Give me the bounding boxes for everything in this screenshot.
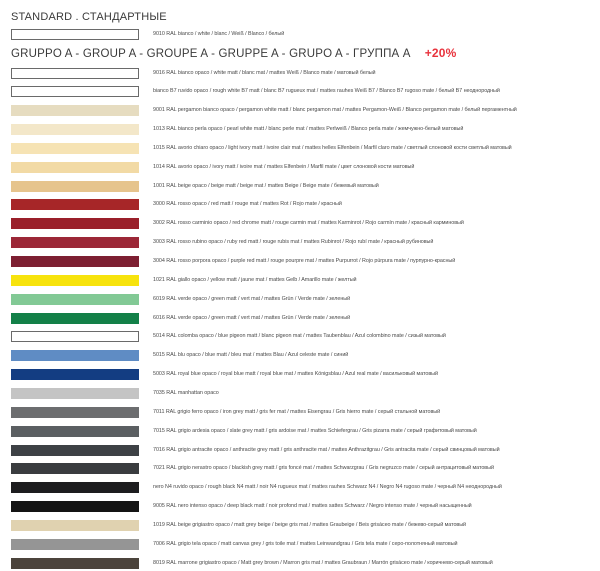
color-row bbox=[11, 520, 600, 531]
color-swatch bbox=[11, 29, 139, 40]
color-row bbox=[11, 501, 600, 512]
color-label: 7035 RAL manhattan opaco bbox=[153, 389, 219, 396]
color-label: 1013 RAL bianco perla opaco / pearl white matt / blanc perle mat / mattes Perlweiß / Blanco perla mate / жемчужно-белый матовый bbox=[153, 126, 464, 133]
color-label: 1015 RAL avorio chiaro opaco / light ivory matt / ivoire clair mat / mattes helles Elfenbein / Marfil claro mate / светлый слоновой кости светлый матовый bbox=[153, 144, 512, 151]
color-row bbox=[11, 237, 600, 248]
color-swatch bbox=[11, 86, 139, 97]
group-a-heading bbox=[11, 46, 457, 60]
color-label: 3003 RAL rosso rubino opaco / ruby red matt / rouge rubis mat / mattes Rubinrot / Rojo rubí mate / красный рубиновый bbox=[153, 239, 434, 246]
color-label: 7011 RAL grigio ferro opaco / iron grey matt / gris fer mat / mattes Eisengrau / Gris hierro mate / серый стальной матовый bbox=[153, 408, 441, 415]
color-row bbox=[11, 445, 600, 456]
color-label: 1014 RAL avorio opaco / ivory matt / ivoire mat / mattes Elfenbein / Marfil mate / цвет слоновой кости матовый bbox=[153, 163, 415, 170]
color-swatch bbox=[11, 463, 139, 474]
color-swatch bbox=[11, 331, 139, 342]
color-swatch bbox=[11, 313, 139, 324]
color-swatch bbox=[11, 558, 139, 569]
color-row bbox=[11, 313, 600, 324]
color-swatch bbox=[11, 501, 139, 512]
color-row bbox=[11, 86, 600, 97]
color-row bbox=[11, 29, 600, 40]
color-swatch bbox=[11, 369, 139, 380]
color-row bbox=[11, 350, 600, 361]
color-swatch bbox=[11, 124, 139, 135]
color-swatch bbox=[11, 68, 139, 79]
color-swatch bbox=[11, 181, 139, 192]
color-label: 9016 RAL bianco opaco / white matt / blanc mat / mattes Weiß / Blanco mate / матовый белый bbox=[153, 69, 376, 76]
color-label: 6016 RAL verde opaco / green matt / vert mat / mattes Grün / Verde mate / зеленый bbox=[153, 314, 351, 321]
color-row bbox=[11, 275, 600, 286]
color-row bbox=[11, 331, 600, 342]
color-swatch bbox=[11, 539, 139, 550]
price-surcharge-badge: +20% bbox=[424, 46, 457, 60]
color-swatch bbox=[11, 520, 139, 531]
standard-heading: STANDARD . СТАНДАРТНЫЕ bbox=[11, 11, 167, 23]
color-label: 9005 RAL nero intenso opaco / deep black matt / noir profond mat / mattes sattes Schwarz / Negro intenso mate / черный насыщенный bbox=[153, 503, 472, 510]
color-row bbox=[11, 369, 600, 380]
color-label: 7016 RAL grigio antracite opaco / anthracite grey matt / gris anthracite mat / mattes Anthrazitgrau / Gris antracita mate / серый свинцовый матовый bbox=[153, 446, 500, 453]
color-swatch bbox=[11, 162, 139, 173]
color-row bbox=[11, 539, 600, 550]
color-row bbox=[11, 463, 600, 474]
color-swatch bbox=[11, 482, 139, 493]
color-label: nero N4 ruvido opaco / rough black N4 matt / noir N4 rugueux mat / mattes rauhes Schwarz N4 / Negro N4 rugoso mate / черный N4 неоднородный bbox=[153, 484, 502, 491]
color-row bbox=[11, 388, 600, 399]
color-swatch bbox=[11, 445, 139, 456]
color-swatch bbox=[11, 388, 139, 399]
color-row bbox=[11, 143, 600, 154]
color-row bbox=[11, 407, 600, 418]
color-label: 7021 RAL grigio nerastro opaco / blackish grey matt / gris foncé mat / mattes Schwarzgrau / Gris negruzco mate / серый антрацитовый матовый bbox=[153, 465, 494, 472]
color-row bbox=[11, 68, 600, 79]
color-label: 9010 RAL bianco / white / blanc / Weiß / Blanco / белый bbox=[153, 31, 285, 37]
color-row bbox=[11, 181, 600, 192]
color-row bbox=[11, 105, 600, 116]
color-row bbox=[11, 162, 600, 173]
color-row bbox=[11, 124, 600, 135]
color-row bbox=[11, 426, 600, 437]
color-label: 1001 RAL beige opaco / beige matt / beige mat / mattes Beige / Beige mate / бежевый матовый bbox=[153, 182, 379, 189]
color-label: 1021 RAL giallo opaco / yellow matt / jaune mat / mattes Gelb / Amarillo mate / желтый bbox=[153, 276, 357, 283]
color-swatch bbox=[11, 218, 139, 229]
color-label: 8019 RAL marrone grigiastro opaco / Matt grey brown / Marron gris mat / mattes Graubraun / Marrón grisáceo mate / коричнево-серый матовый bbox=[153, 559, 493, 566]
color-row bbox=[11, 294, 600, 305]
color-swatch bbox=[11, 199, 139, 210]
color-row bbox=[11, 199, 600, 210]
color-label: bianco B7 ruvido opaco / rough white B7 matt / blanc B7 rugueux mat / mattes rauhes Weiß B7 / Blanco B7 rugoso mate / белый В7 неоднородный bbox=[153, 88, 500, 95]
color-swatch bbox=[11, 350, 139, 361]
color-label: 3002 RAL rosso carminio opaco / red chrome matt / rouge carmin mat / mattes Karminrot / Rojo carmín mate / красный карминовый bbox=[153, 220, 464, 227]
color-swatch bbox=[11, 426, 139, 437]
color-label: 1019 RAL beige grigiastro opaco / matt grey beige / beige gris mat / mattes Graubeige / Beis grisáceo mate / бежево-серый матовый bbox=[153, 521, 467, 528]
color-swatch bbox=[11, 294, 139, 305]
color-swatch bbox=[11, 407, 139, 418]
color-label: 3000 RAL rosso opaco / red matt / rouge mat / mattes Rot / Rojo mate / красный bbox=[153, 201, 342, 208]
color-swatch bbox=[11, 105, 139, 116]
color-row bbox=[11, 218, 600, 229]
color-label: 5003 RAL royal blue opaco / royal blue matt / royal blue mat / mattes Königsblau / Azul real mate / васильковый матовый bbox=[153, 371, 438, 378]
group-a-title: GRUPPO A - GROUP A - GROUPE A - GRUPPE A - GRUPO A - ГРУППА А bbox=[11, 48, 411, 60]
color-label: 9001 RAL pergamon bianco opaco / pergamon white matt / blanc pergamon mat / mattes Pergamon-Weiß / Blanco pergamon mate / белый пергаментный bbox=[153, 107, 517, 114]
color-swatch bbox=[11, 256, 139, 267]
color-label: 6019 RAL verde opaco / green matt / vert mat / mattes Grün / Verde mate / зеленый bbox=[153, 295, 351, 302]
color-label: 7015 RAL grigio ardesia opaco / slate grey matt / gris ardoise mat / mattes Schiefergrau / Gris pizarra mate / серый графитовый матовый bbox=[153, 427, 477, 434]
color-row bbox=[11, 482, 600, 493]
color-label: 5015 RAL blu opaco / blue matt / bleu mat / mattes Blau / Azul celeste mate / синий bbox=[153, 352, 349, 359]
color-row bbox=[11, 256, 600, 267]
color-label: 7006 RAL grigio tela opaco / matt canvas grey / gris toile mat / mattes Leinwandgrau / Gris tela mate / серо-полотняный матовый bbox=[153, 540, 458, 547]
color-label: 3004 RAL rosso porpora opaco / purple red matt / rouge pourpre mat / mattes Purpurrot / Rojo púrpura mate / пурпурно-красный bbox=[153, 258, 456, 264]
color-swatch bbox=[11, 143, 139, 154]
color-label: 5014 RAL colomba opaco / blue pigeon matt / blanc pigeon mat / mattes Taubenblau / Azul colombino mate / сизый матовый bbox=[153, 333, 446, 340]
color-row bbox=[11, 558, 600, 569]
color-swatch bbox=[11, 237, 139, 248]
color-swatch bbox=[11, 275, 139, 286]
